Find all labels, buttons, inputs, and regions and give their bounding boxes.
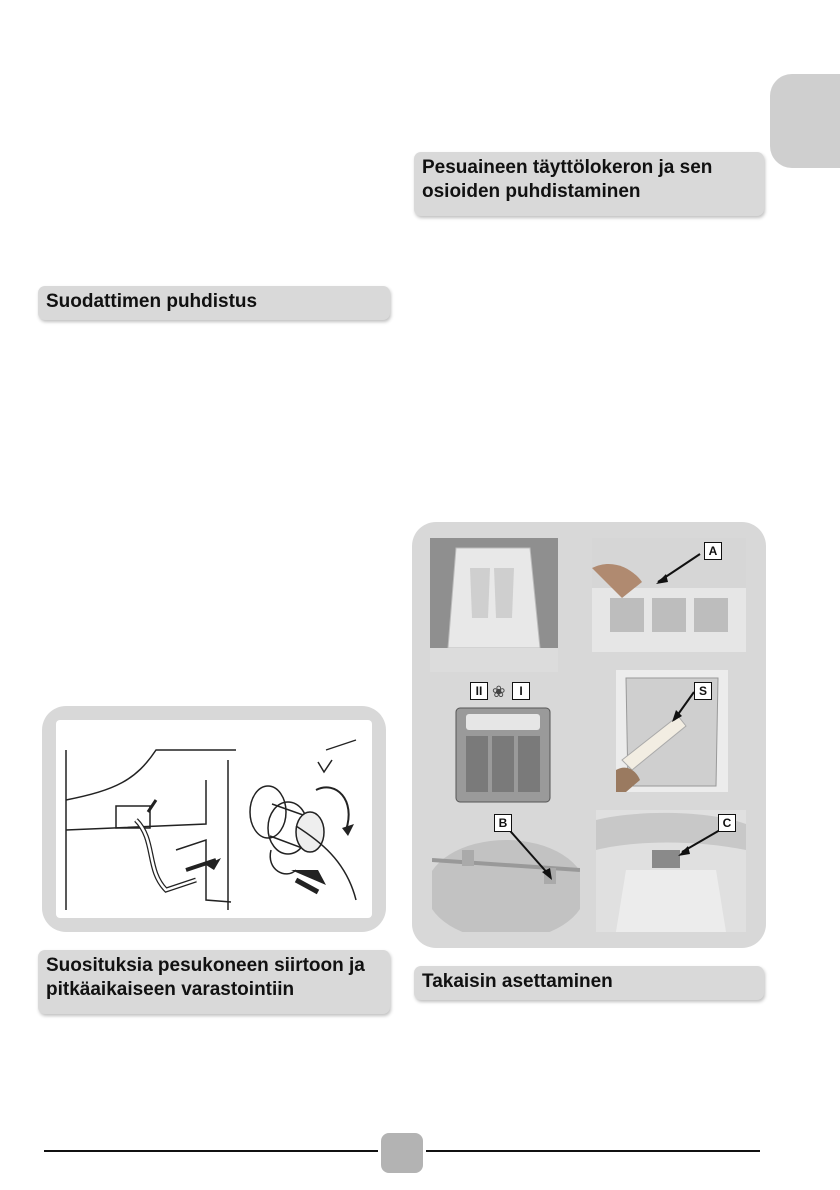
label-s: S <box>694 682 712 700</box>
heading-moving-storage <box>38 950 390 1014</box>
heading-detergent-drawer-text: Pesuaineen täyttölokeron ja sen osioiden puhdistaminen <box>422 157 713 202</box>
heading-detergent-drawer <box>414 152 764 216</box>
heading-filter-cleaning <box>38 286 390 320</box>
label-compartment-1: I <box>512 682 530 700</box>
label-compartment-2: II <box>470 682 488 700</box>
filter-drawing-icon <box>56 720 372 918</box>
filter-illustration-panel <box>42 706 386 932</box>
photo-lever-a <box>592 538 746 652</box>
lever-photo-icon <box>592 538 746 652</box>
filter-illustration <box>56 720 372 918</box>
page-number-badge <box>381 1133 423 1173</box>
heading-reinstallation-text: Takaisin asettaminen <box>422 971 613 992</box>
label-a: A <box>704 542 722 560</box>
heading-filter-cleaning-text: Suodattimen puhdistus <box>46 291 258 312</box>
heading-moving-storage-text: Suosituksia pesukoneen siirtoon ja pitkäaikaiseen varastointiin <box>46 955 365 1000</box>
heading-reinstallation <box>414 966 764 1000</box>
drawer-compartments-drawing <box>448 680 558 804</box>
label-c: C <box>718 814 736 832</box>
softener-flower-icon: ❀ <box>492 684 506 701</box>
drawer-illustration-panel <box>412 522 766 948</box>
drawer-open-icon <box>430 538 558 672</box>
label-b: B <box>494 814 512 832</box>
photo-drawer-open <box>430 538 558 672</box>
language-tab <box>770 74 840 168</box>
footer-line-left <box>44 1150 378 1152</box>
footer-line-right <box>426 1150 760 1152</box>
compartment-tray-icon <box>448 704 558 804</box>
